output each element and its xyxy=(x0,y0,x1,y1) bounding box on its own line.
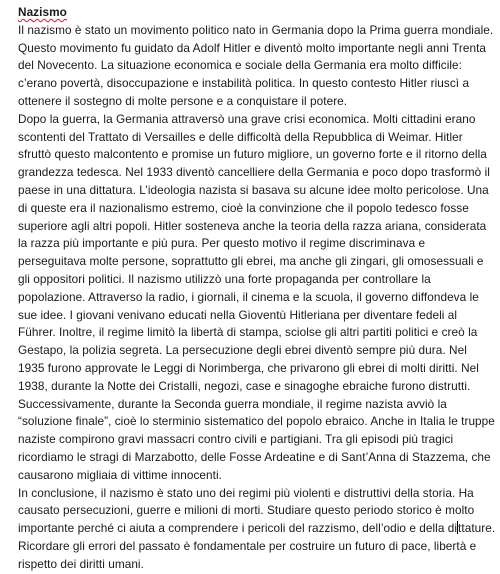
conclusion-text-before-cursor: In conclusione, il nazismo è stato uno dei regimi più violenti e distruttivi della storia. Ha causato persecuzioni, guerre e milioni di morti. Studiare questo periodo storico è molto importante perché ci aiuta a comprendere i pericoli del razzismo, dell’odio e della di xyxy=(18,485,475,536)
paragraph-history: Dopo la guerra, la Germania attraversò una grave crisi economica. Molti cittadini erano scontenti del Trattato di Versailles e delle difficoltà della Repubblica di Weimar. Hitler sfruttò questo malcontento e promise un futuro migliore, un governo forte e il ritorno della grandezza tedesca. Nel 1933 diventò cancelliere della Germania e poco dopo trasformò il paese in una dittatura. L’ideologia nazista si basava su alcune idee molto pericolose. Una di queste era il nazionalismo estremo, cioè la convinzione che il popolo tedesco fosse superiore agli altri popoli. Hitler sosteneva anche la teoria della razza ariana, considerata la razza più importante e più pura. Per questo motivo il regime discriminava e perseguitava molte persone, soprattutto gli ebrei, ma anche gli zingari, gli omosessuali e gli oppositori politici. Il nazismo utilizzò una forte propaganda per controllare la popolazione. Attraverso la radio, i giornali, il cinema e la scuola, il governo diffondeva le sue idee. I giovani venivano educati nella Gioventù Hitleriana per diventare fedeli al Führer. Inoltre, il regime limitò la libertà di stampa, sciolse gli altri partiti politici e creò la Gestapo, la polizia segreta. La persecuzione degli ebrei diventò sempre più dura. Nel 1935 furono approvate le Leggi di Norimberga, che privarono gli ebrei di molti diritti. Nel 1938, durante la Notte dei Cristalli, negozi, case e sinagoghe ebraiche furono distrutti. Successivamente, durante la Seconda guerra mondiale, il regime nazista avviò la “soluzione finale”, cioè lo sterminio sistematico del popolo ebraico. Anche in Italia le truppe naziste compirono gravi massacri contro civili e partigiani. Tra gli episodi più tragici ricordiamo le stragi di Marzabotto, delle Fosse Ardeatine e di Sant’Anna di Stazzema, che causarono migliaia di vittime innocenti. xyxy=(18,111,495,482)
document-body[interactable] xyxy=(18,4,496,574)
paragraph-conclusion xyxy=(18,485,496,574)
title-text: Nazismo xyxy=(18,5,67,19)
document-title xyxy=(18,4,496,22)
conclusion-text-after-cursor: ttature. Ricordare gli errori del passato è fondamentale per costruire un futuro di pace, libertà e rispetto dei diritti umani. xyxy=(18,521,496,571)
paragraph-intro: Il nazismo è stato un movimento politico nato in Germania dopo la Prima guerra mondiale. Questo movimento fu guidato da Adolf Hitler e diventò molto importante negli anni Trenta del Novecento. La situazione economica e sociale della Germania era molto difficile: c’erano povertà, disoccupazione e instabilità politica. In questo contesto Hitler riuscì a ottenere il sostegno di molte persone e a conquistare il potere. xyxy=(18,22,494,108)
